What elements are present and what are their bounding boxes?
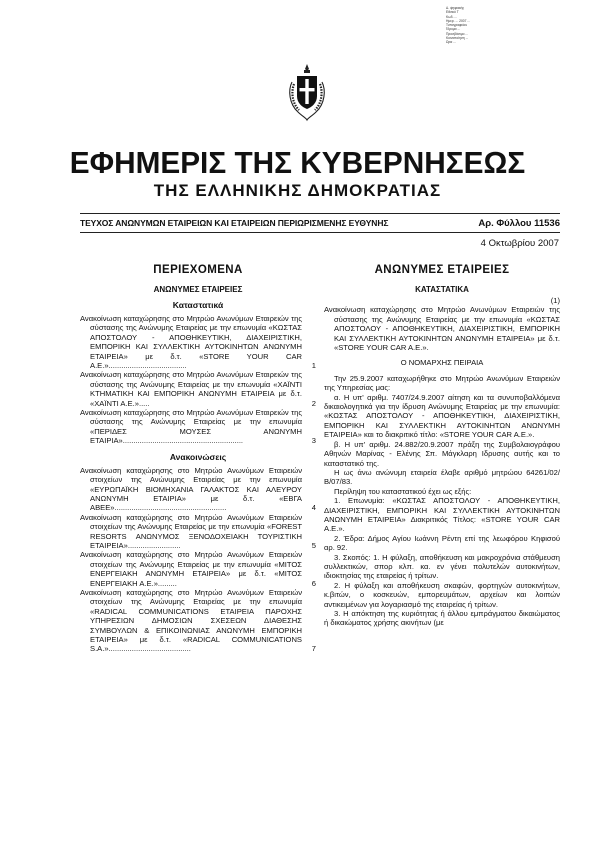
stamp-line: Ίδρυμα ...	[446, 27, 461, 32]
toc-entry[interactable]	[80, 588, 316, 654]
stamp-line: Δ. ψηφιακής	[446, 6, 465, 10]
entry-number: (1)	[550, 296, 560, 305]
coat-of-arms-icon	[286, 60, 328, 122]
issue-line	[80, 218, 560, 229]
body-paragraph: 2. Έδρα: Δήμος Αγίου Ιωάννη Ρέντη επί της λεωφόρου Κηφισού αρ. 92.	[324, 533, 560, 553]
stamp-line: Ωρα ...	[446, 40, 456, 45]
body-paragraph: 1. Επωνυμία: «ΚΩΣΤΑΣ ΑΠΟΣΤΟΛΟΥ - ΑΠΟΘΗΚΕΥΤΙΚΗ, ΔΙΑΧΕΙΡΙΣΤΙΚΗ, ΕΜΠΟΡΙΚΗ ΚΑΙ ΣΥΛΛΕΚΤΙΚΗ ΑΥΤΟΚΙΝΗΤΩΝ ΑΝΩΝΥΜΗ ΕΤΑΙΡΕΙΑ» Διακριτικός Τίτλος: «STORE YOUR CAR A.E.».	[324, 496, 560, 534]
stamp-line: Κοινοποίηση ...	[446, 36, 469, 41]
toc-entry-text: Ανακοίνωση καταχώρησης στο Μητρώο Ανωνύμων Εταιρειών στοιχείων της Ανώνυμης Εταιρείας με την επωνυμία «FOREST RESORTS ΑΝΩΝΥΜΟΣ ΞΕΝΟΔΟΧΕΙΑΚΗ ΤΟΥΡΙΣΤΙΚΗ ΕΤΑΙΡΕΙΑ».........................	[80, 512, 302, 550]
gazette-title: ΕΦΗΜΕΡΙΣ ΤΗΣ ΚΥΒΕΡΝΗΣΕΩΣ	[69, 145, 526, 180]
toc-page-number: 7	[311, 644, 316, 654]
companies-column	[324, 264, 560, 628]
toc-entry-text: Ανακοίνωση καταχώρησης στο Μητρώο Ανωνύμων Εταιρειών της σύστασης της Ανώνυμης Εταιρείας με την επωνυμία «ΠΕΡΙΔΕΣ ΜΟΥΣΕΣ ΑΝΩΝΥΜΗ ΕΤΑΙΡΙΑ».........................................................	[80, 408, 302, 446]
stamp-line: Ημερ. ... 2007 ...	[446, 18, 471, 23]
body-paragraph: β. Η υπ' αριθμ. 24.882/20.9.2007 πράξη της Συμβολαιογράφου Αθηνών Μαρίνας - Ελένης Σπ. Μάγκλαρη Ιδρυσης αυτής και το καταστατικό της.	[324, 439, 560, 468]
contents-column	[80, 264, 316, 654]
section-heading-statutes: Καταστατικά	[172, 300, 224, 310]
stamp-line: Προσβάσιμο ...	[446, 31, 469, 36]
body-paragraph: Την 25.9.2007 καταχωρήθηκε στο Μητρώο Ανωνύμων Εταιρειών της Υπηρεσίας μας:	[324, 373, 560, 393]
contents-heading: ΠΕΡΙΕΧΟΜΕΝΑ	[153, 264, 243, 276]
header-rule	[80, 232, 560, 233]
contents-subheading: ΑΝΩΝΥΜΕΣ ΕΤΑΙΡΕΙΕΣ	[153, 285, 243, 294]
toc-page-number: 2	[311, 398, 316, 408]
toc-page-number: 1	[311, 361, 316, 371]
toc-entry-text: Ανακοίνωση καταχώρησης στο Μητρώο Ανωνύμων Εταιρειών στοιχείων της Ανώνυμης Εταιρείας με την επωνυμία «ΜΙΤΟΣ ΕΝΕΡΓΕΙΑΚΗ ΑΝΩΝΥΜΗ ΕΤΑΙΡΕΙΑ» με δ.τ. «ΜΙΤΟΣ ΕΝΕΡΓΕΙΑΚΗ Α.Ε.».........	[80, 550, 302, 588]
body-paragraph: Η ως άνω ανώνυμη εταιρεία έλαβε αριθμό μητρώου 64261/02/Β/07/83.	[324, 467, 560, 487]
issue-number: Αρ. Φύλλου 11536	[478, 218, 560, 229]
toc-page-number: 3	[311, 436, 316, 446]
issue-type: ΤΕΥΧΟΣ ΑΝΩΝΥΜΩΝ ΕΤΑΙΡΕΙΩΝ ΚΑΙ ΕΤΑΙΡΕΙΩΝ ΠΕΡΙΩΡΙΣΜΕΝΗΣ ΕΥΘΥΝΗΣ	[80, 218, 389, 228]
toc-page-number: 6	[311, 578, 316, 588]
toc-entry[interactable]	[80, 408, 316, 446]
notice-title: Ανακοίνωση καταχώρησης στο Μητρώο Ανωνύμων Εταιρειών της σύστασης της Ανώνυμης Εταιρείας με την επωνυμία «ΚΩΣΤΑΣ ΑΠΟΣΤΟΛΟΥ - ΑΠΟΘΗΚΕΥΤΙΚΗ, ΔΙΑΧΕΙΡΙΣΤΙΚΗ, ΕΜΠΟΡΙΚΗ ΚΑΙ ΣΥΛΛΕΚΤΙΚΗ ΑΥΤΟΚΙΝΗΤΩΝ ΑΝΩΝΥΜΗ ΕΤΑΙΡΕΙΑ» με δ.τ. «STORE YOUR CAR A.E.».	[324, 305, 560, 353]
toc-entry[interactable]	[80, 314, 316, 370]
stamp-line: Τυπογραφείου	[446, 23, 468, 28]
statutes-subheading: ΚΑΤΑΣΤΑΤΙΚΑ	[415, 285, 469, 294]
body-paragraph: 3. Η απόκτηση της κυριότητας ή άλλου εμπράγματου δικαιώματος ή δικαιώματος χρήσης ακινήτων (με	[324, 609, 560, 628]
prefect-heading: Ο ΝΟΜΑΡΧΗΣ ΠΕΙΡΑΙΑ	[400, 358, 484, 368]
header-rule	[80, 213, 560, 214]
toc-entry[interactable]	[80, 466, 316, 513]
issue-date: 4 Οκτωβρίου 2007	[480, 238, 559, 249]
toc-entry-text: Ανακοίνωση καταχώρησης στο Μητρώο Ανωνύμων Εταιρειών της σύστασης της Ανώνυμης Εταιρείας με την επωνυμία «ΚΩΣΤΑΣ ΑΠΟΣΤΟΛΟΥ - ΑΠΟΘΗΚΕΥΤΙΚΗ, ΔΙΑΧΕΙΡΙΣΤΙΚΗ, ΕΜΠΟΡΙΚΗ ΚΑΙ ΣΥΛΛΕΚΤΙΚΗ ΑΥΤΟΚΙΝΗΤΩΝ ΑΝΩΝΥΜΗ ΕΤΑΙΡΕΙΑ» με δ.τ. «STORE YOUR CAR A.E.».....................................	[80, 314, 302, 371]
body-paragraph: 2. Η φύλαξη και αποθήκευση σκαφών, φορτηγών αυτοκινήτων, κ.βιτών, ο κοσκευών, εμπορευμάτων, αρχείων και λοιπών αντικειμένων για λογαριασμό της εταιρείας ή τρίτων.	[324, 580, 560, 609]
digitization-stamp	[446, 6, 516, 45]
gazette-subtitle: ΤΗΣ ΕΛΛΗΝΙΚΗΣ ΔΗΜΟΚΡΑΤΙΑΣ	[153, 181, 442, 200]
toc-entry[interactable]	[80, 370, 316, 408]
toc-page-number: 5	[311, 540, 316, 550]
toc-entry-text: Ανακοίνωση καταχώρησης στο Μητρώο Ανωνύμων Εταιρειών της σύστασης της Ανώνυμης Εταιρείας με την επωνυμία «ΧΑΪΝΤΙ ΚΤΗΜΑΤΙΚΗ ΚΑΙ ΕΜΠΟΡΙΚΗ ΑΝΩΝΥΜΗ ΕΤΑΙΡΕΙΑ με δ.τ. «ΧΑΪΝΤΙ Α.Ε.».....	[80, 370, 302, 408]
companies-heading: ΑΝΩΝΥΜΕΣ ΕΤΑΙΡΕΙΕΣ	[374, 264, 510, 276]
toc-entry-text: Ανακοίνωση καταχώρησης στο Μητρώο Ανωνύμων Εταιρειών στοιχείων της Ανώνυμης Εταιρείας με την επωνυμία «ΕΥΡΩΠΑΪΚΗ ΒΙΟΜΗΧΑΝΙΑ ΓΑΛΑΚΤΟΣ ΚΑΙ ΑΛΕΥΡΟΥ ΑΝΩΝΥΜΗ ΕΤΑΙΡΙΑ» με δ.τ. «ΕΒΓΑ ΑΒΕΕ».....................................................	[80, 465, 302, 513]
body-paragraph: Περίληψη του καταστατικού έχει ως εξής:	[334, 486, 472, 496]
toc-entry-text: Ανακοίνωση καταχώρησης στο Μητρώο Ανωνύμων Εταιρειών στοιχείων της Ανώνυμης Εταιρείας με την επωνυμία «RADICAL COMMUNICATIONS ΕΤΑΙΡΕΙΑ ΠΑΡΟΧΗΣ ΥΠΗΡΕΣΙΩΝ ΔΗΜΟΣΙΩΝ ΣΧΕΣΕΩΝ ΔΙΑΘΕΣΗΣ ΣΥΜΒΟΥΛΩΝ & ΕΠΙΚΟΙΝΩΝΙΑΣ ΑΝΩΝΥΜΗ ΕΜΠΟΡΙΚΗ ΕΤΑΙΡΕΙΑ» με δ.τ. «RADICAL COMMUNICATIONS S.A.».......................................	[80, 587, 302, 654]
body-paragraph: α. Η υπ' αριθμ. 7407/24.9.2007 αίτηση και τα συνυποβαλλόμενα δικαιολογητικά για την ίδρυση Ανώνυμης Εταιρείας με την επωνυμία: «ΚΩΣΤΑΣ ΑΠΟΣΤΟΛΟΥ - ΑΠΟΘΗΚΕΥΤΙΚΗ, ΔΙΑΧΕΙΡΙΣΤΙΚΗ, ΕΜΠΟΡΙΚΗ ΚΑΙ ΣΥΛΛΕΚΤΙΚΗ ΑΥΤΟΚΙΝΗΤΩΝ ΑΝΩΝΥΜΗ ΕΤΑΙΡΕΙΑ» και το διακριτικό τίτλο: «STORE YOUR CAR A.E.».	[324, 392, 560, 440]
body-paragraph: 3. Σκοπός: 1. Η φύλαξη, αποθήκευση και μακροχρόνια στάθμευση συλλεκτικών, σπορ κλπ. κα. εν γένει πολυτελών αυτοκινήτων, ιδιοκτησίας της εταιρείας ή τρίτων.	[324, 552, 560, 581]
toc-entry[interactable]	[80, 513, 316, 551]
section-heading-announcements: Ανακοινώσεις	[169, 451, 227, 462]
stamp-line: Εθνικό Τ	[446, 10, 459, 15]
stamp-line: Κωδ. ...	[446, 14, 458, 19]
toc-page-number: 4	[311, 503, 316, 513]
toc-entry[interactable]	[80, 550, 316, 588]
